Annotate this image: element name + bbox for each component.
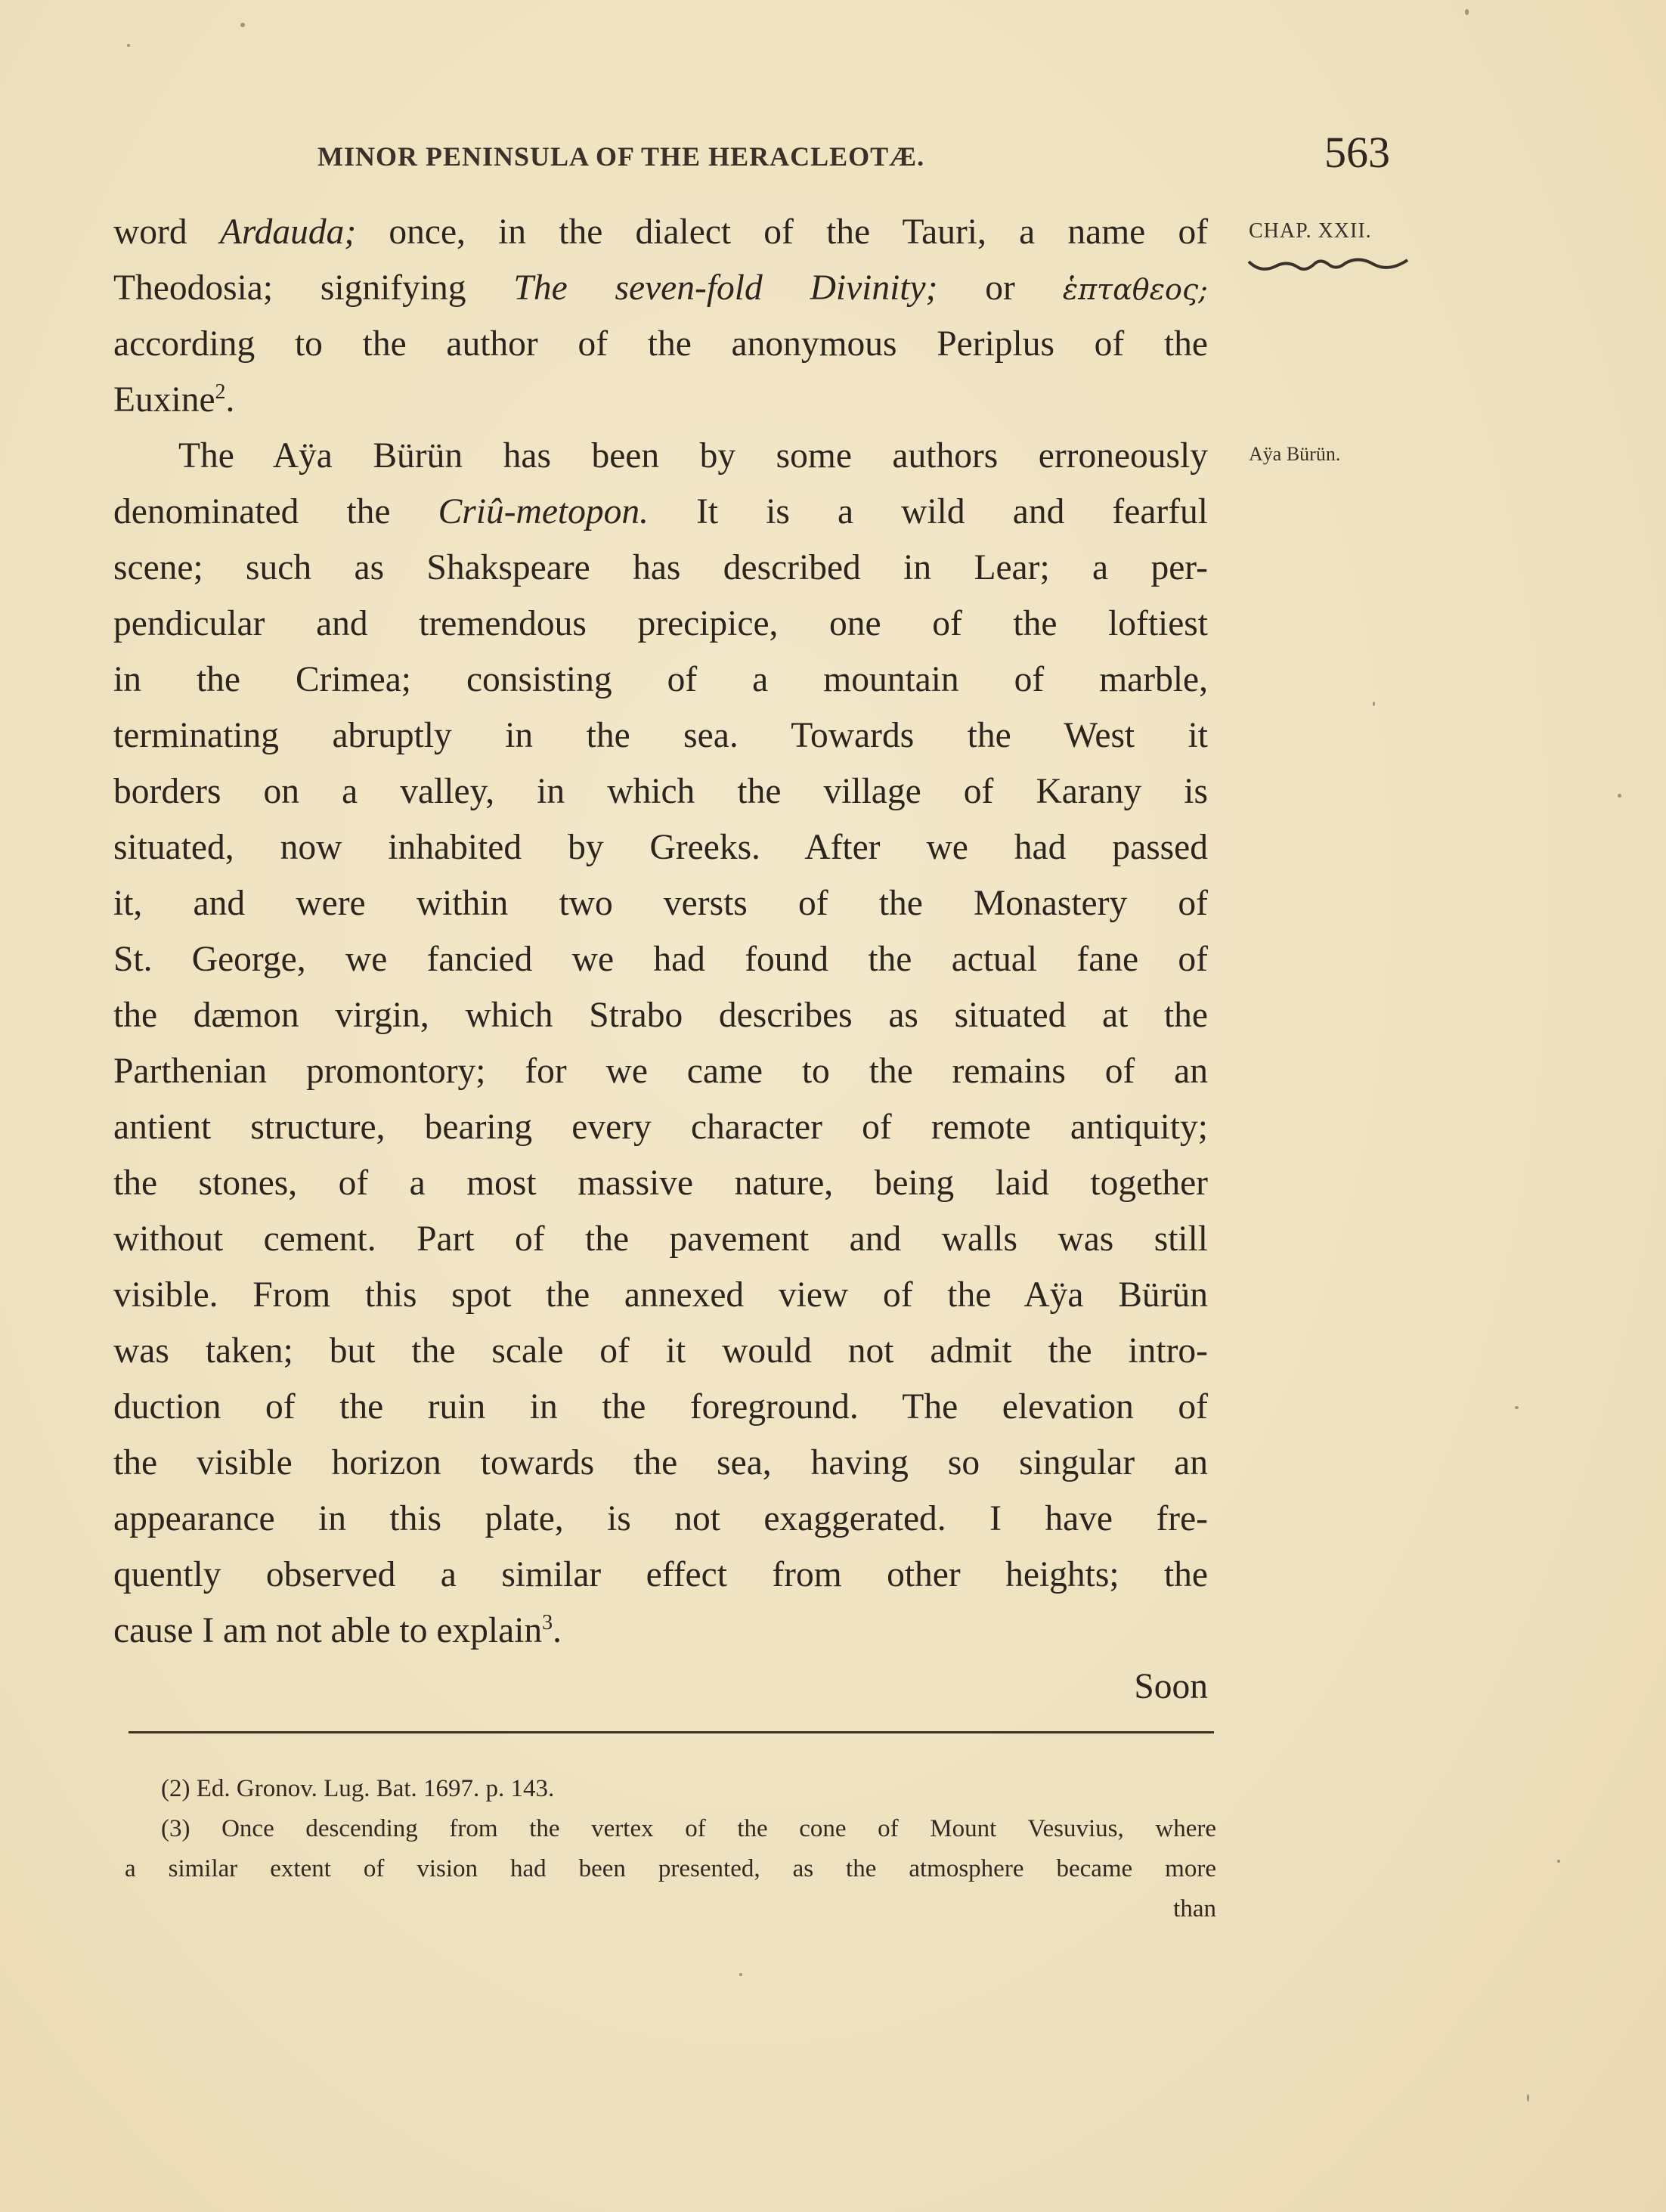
text-line: scene; such as Shakspeare has described in Lear; a per- bbox=[113, 548, 1208, 587]
text-line: it, and were within two versts of the Monastery of bbox=[113, 884, 1208, 923]
text-line: quently observed a similar effect from other heights; the bbox=[113, 1555, 1208, 1594]
text-line: the dæmon virgin, which Strabo describes as situated at the bbox=[113, 996, 1208, 1035]
text-line: without cement. Part of the pavement and walls was still bbox=[113, 1219, 1208, 1259]
text-line: in the Crimea; consisting of a mountain of marble, bbox=[113, 660, 1208, 699]
text-line: duction of the ruin in the foreground. The elevation of bbox=[113, 1387, 1208, 1427]
text-line: borders on a valley, in which the village of Karany is bbox=[113, 772, 1208, 811]
text-line: terminating abruptly in the sea. Towards the West it bbox=[113, 716, 1208, 755]
running-title: MINOR PENINSULA OF THE HERACLEOTÆ. bbox=[317, 141, 925, 172]
paper-speck bbox=[127, 44, 130, 47]
footnote-3-line-2: a similar extent of vision had been presented, as the atmosphere became more bbox=[125, 1855, 1216, 1882]
paper-speck bbox=[739, 1973, 742, 1976]
text-line: the stones, of a most massive nature, being laid together bbox=[113, 1163, 1208, 1203]
paper-speck bbox=[240, 23, 245, 27]
ornamental-flourish-icon bbox=[1246, 256, 1412, 278]
paper-speck bbox=[1515, 1406, 1519, 1409]
page-number: 563 bbox=[1324, 128, 1390, 177]
text-line: Theodosia; signifying The seven-fold Divinity; or ἑπταθεος; bbox=[113, 268, 1208, 308]
text-line: situated, now inhabited by Greeks. After we had passed bbox=[113, 828, 1208, 867]
sidenote-aya-burun: Aÿa Bürün. bbox=[1249, 443, 1341, 465]
footnote-rule bbox=[129, 1731, 1214, 1733]
text-line: St. George, we fancied we had found the actual fane of bbox=[113, 940, 1208, 979]
catchword: Soon bbox=[1134, 1667, 1208, 1706]
text-line: cause I am not able to explain$^3$. bbox=[113, 1611, 562, 1650]
text-line: Parthenian promontory; for we came to the remains of an bbox=[113, 1052, 1208, 1091]
paper-speck bbox=[1465, 9, 1469, 15]
text-line: appearance in this plate, is not exaggerated. I have fre- bbox=[113, 1499, 1208, 1538]
main-text-block bbox=[113, 204, 1208, 1715]
chapter-marginal-heading: CHAP. XXII. bbox=[1249, 219, 1372, 243]
text-line: was taken; but the scale of it would not admit the intro- bbox=[113, 1331, 1208, 1371]
text-line: the visible horizon towards the sea, having so singular an bbox=[113, 1443, 1208, 1482]
paper-speck bbox=[1557, 1860, 1560, 1863]
text-line: word Ardauda; once, in the dialect of the Tauri, a name of bbox=[113, 212, 1209, 252]
text-line: denominated the Criû-metopon. It is a wild and fearful bbox=[113, 492, 1208, 531]
footnote-catchword: than bbox=[1173, 1895, 1216, 1922]
text-line: according to the author of the anonymous Periplus of the bbox=[113, 324, 1208, 364]
paper-speck bbox=[1373, 702, 1375, 706]
text-line: pendicular and tremendous precipice, one of the loftiest bbox=[113, 604, 1208, 643]
paper-speck bbox=[1618, 794, 1621, 798]
paper-speck bbox=[1527, 2094, 1529, 2102]
footnote-2: (2) Ed. Gronov. Lug. Bat. 1697. p. 143. bbox=[161, 1775, 555, 1802]
text-line: visible. From this spot the annexed view of the Aÿa Bürün bbox=[113, 1275, 1208, 1315]
footnote-3-line-1: (3) Once descending from the vertex of the cone of Mount Vesuvius, where bbox=[161, 1815, 1216, 1842]
footnotes bbox=[125, 1769, 1216, 1929]
text-line: antient structure, bearing every character of remote antiquity; bbox=[113, 1108, 1208, 1147]
text-line: Euxine$^2$. bbox=[113, 380, 235, 420]
text-line: The Aÿa Bürün has been by some authors erroneously bbox=[178, 436, 1208, 476]
